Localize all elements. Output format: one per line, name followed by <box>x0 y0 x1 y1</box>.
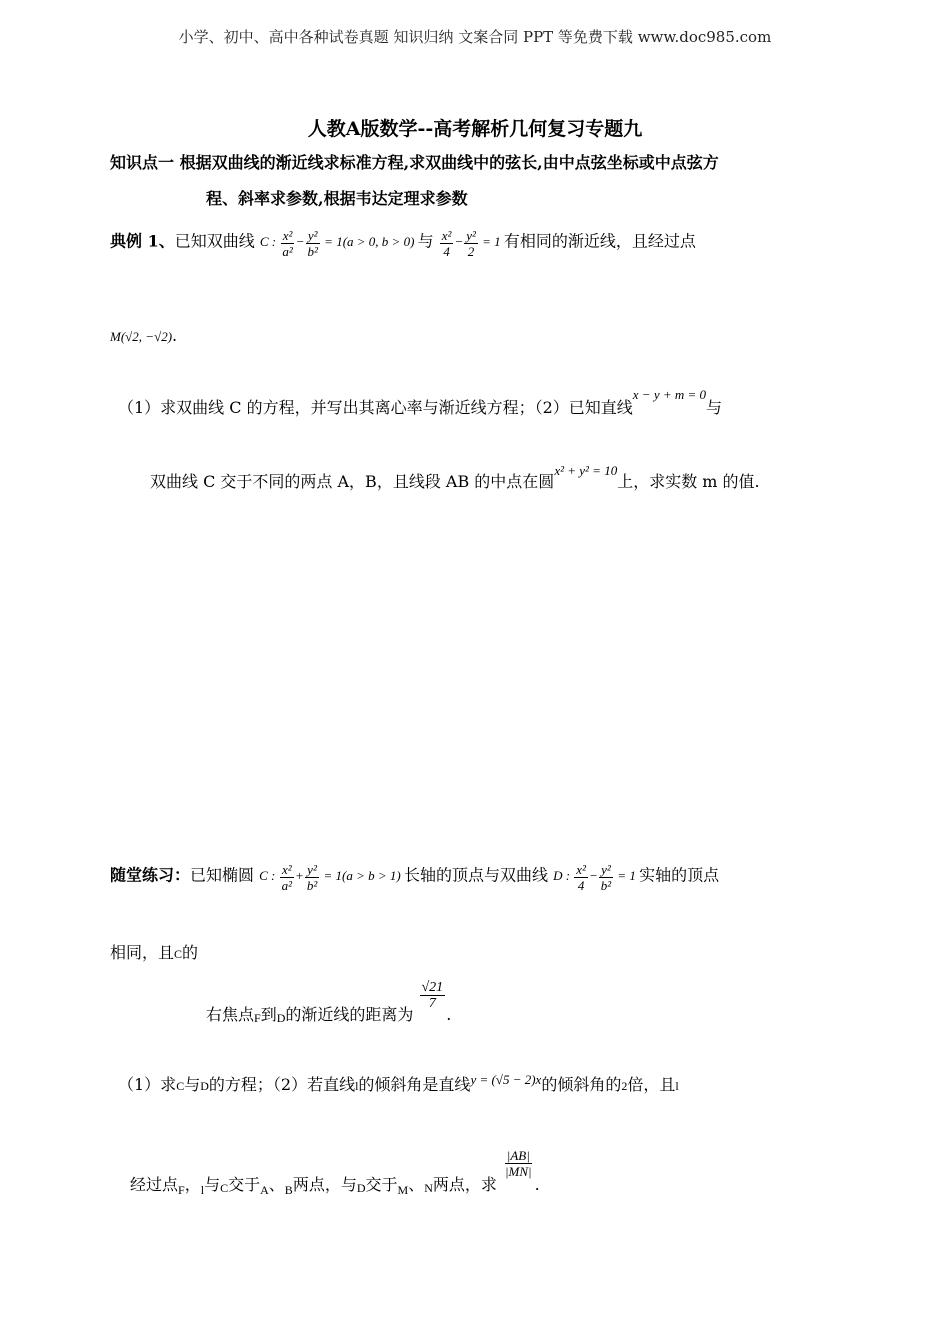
text: 双曲线 C 交于不同的两点 A，B，且线段 AB 的中点在圆 <box>150 472 555 491</box>
ellipse-c-equation: C : $\frac{\text{x²}}{\text{a²}}$ + $\frac{\text{y²}}{\text{b²}}$ = 1(a > b > 1) <box>259 862 401 893</box>
symbol-n: N <box>424 1181 433 1195</box>
page-title: 人教A版数学--高考解析几何复习专题九 <box>307 118 643 140</box>
symbol-c: C <box>174 947 183 961</box>
separator: 、 <box>268 1175 285 1194</box>
distance-fraction: $\frac{√21}{7}$ <box>421 980 444 1011</box>
text: 已知双曲线 <box>174 231 255 251</box>
line-equation: y = (√5 − 2)x <box>470 1072 542 1087</box>
practice-question-1 <box>118 1072 679 1095</box>
knowledge-point-line-1: 知识点一 根据双曲线的渐近线求标准方程,求双曲线中的弦长,由中点弦坐标或中点弦方 <box>110 153 719 172</box>
example1-line-1 <box>110 228 696 259</box>
text: 经过点 <box>130 1175 179 1194</box>
example1-question-1 <box>118 387 723 418</box>
text: 交于 <box>228 1175 261 1194</box>
text: 两点，与 <box>292 1175 357 1194</box>
symbol-b: B <box>284 1183 293 1197</box>
symbol-f: F <box>254 1011 261 1025</box>
practice-line-1 <box>110 862 719 893</box>
text: （1）求 <box>118 1075 177 1094</box>
text: 与 <box>417 231 434 251</box>
symbol-l: l <box>200 1183 205 1197</box>
text: 与 <box>706 398 723 417</box>
example1-label: 典例 1、 <box>110 231 175 251</box>
text: 长轴的顶点与双曲线 <box>403 865 548 885</box>
hyperbola-d-equation: D : $\frac{\text{x²}}{4}$ − $\frac{\text{y²}}{\text{b²}}$ = 1 <box>553 862 636 893</box>
example1-question-2 <box>150 463 760 492</box>
text: . <box>534 1175 540 1194</box>
practice-line-2 <box>110 940 198 963</box>
symbol-d: D <box>200 1079 209 1093</box>
line-equation: x − y + m = 0 <box>632 387 707 402</box>
symbol-a: A <box>260 1183 269 1197</box>
text: 与 <box>184 1075 201 1094</box>
text: 的 <box>182 943 199 962</box>
hyperbola-2-equation: $\frac{\text{x²}}{4}$ − $\frac{\text{y²}}{2}$ = 1 <box>441 228 501 259</box>
text: 右焦点 <box>206 1005 255 1024</box>
text: 相同，且 <box>110 943 175 962</box>
hyperbola-c-equation: C : $\frac{\text{x²}}{\text{a²}}$ − $\frac{\text{y²}}{\text{b²}}$ = 1(a > 0, b > 0) <box>259 228 415 259</box>
symbol-d: D <box>356 1181 366 1195</box>
symbol-c: C <box>220 1181 229 1195</box>
separator: 、 <box>408 1175 425 1194</box>
text: 的倾斜角是直线 <box>358 1075 471 1094</box>
point-m: M(√2, −√2) <box>110 329 173 344</box>
ratio-fraction: $\frac{|AB|}{|MN|}$ <box>504 1148 532 1179</box>
example1-point <box>110 326 177 345</box>
text: 的渐近线的距离为 <box>285 1005 414 1024</box>
page-header: 小学、初中、高中各种试卷真题 知识归纳 文案合同 PPT 等免费下载 www.doc985.com <box>178 28 772 46</box>
text: 有相同的渐近线，且经过点 <box>503 231 696 251</box>
text: 实轴的顶点 <box>639 865 720 885</box>
symbol-l: l <box>675 1079 679 1093</box>
text: 到 <box>260 1005 277 1024</box>
text: . <box>446 1005 452 1024</box>
text: 交于 <box>365 1175 398 1194</box>
text: 与 <box>204 1175 221 1194</box>
text: 的倾斜角的 <box>541 1075 622 1094</box>
text: 已知椭圆 <box>190 865 255 885</box>
text: . <box>172 326 178 345</box>
symbol-m: M <box>397 1183 409 1197</box>
text: 的方程；（2）若直线 <box>208 1075 356 1094</box>
practice-line-3 <box>206 980 452 1025</box>
circle-equation: x² + y² = 10 <box>554 463 618 478</box>
symbol-f: F <box>178 1183 185 1197</box>
symbol-c: C <box>176 1079 185 1093</box>
text: 上，求实数 m 的值. <box>617 472 760 491</box>
practice-label: 随堂练习： <box>110 865 191 885</box>
symbol-d: D <box>276 1011 286 1025</box>
number-two: 2 <box>621 1079 628 1093</box>
text: 两点，求 <box>432 1175 497 1194</box>
text: 倍，且 <box>627 1075 676 1094</box>
practice-question-2: 经过点$_F$，$_l$与$_C$交于$_A$、$_B$两点，与$_D$交于$_M$、$_N$两点，求 $\frac{|AB|}{|MN|}$ . <box>130 1148 540 1197</box>
text: （1）求双曲线 C 的方程，并写出其离心率与渐近线方程；（2）已知直线 <box>118 398 633 417</box>
knowledge-point-line-2: 程、斜率求参数,根据韦达定理求参数 <box>206 189 468 208</box>
symbol-l: l <box>355 1079 359 1093</box>
